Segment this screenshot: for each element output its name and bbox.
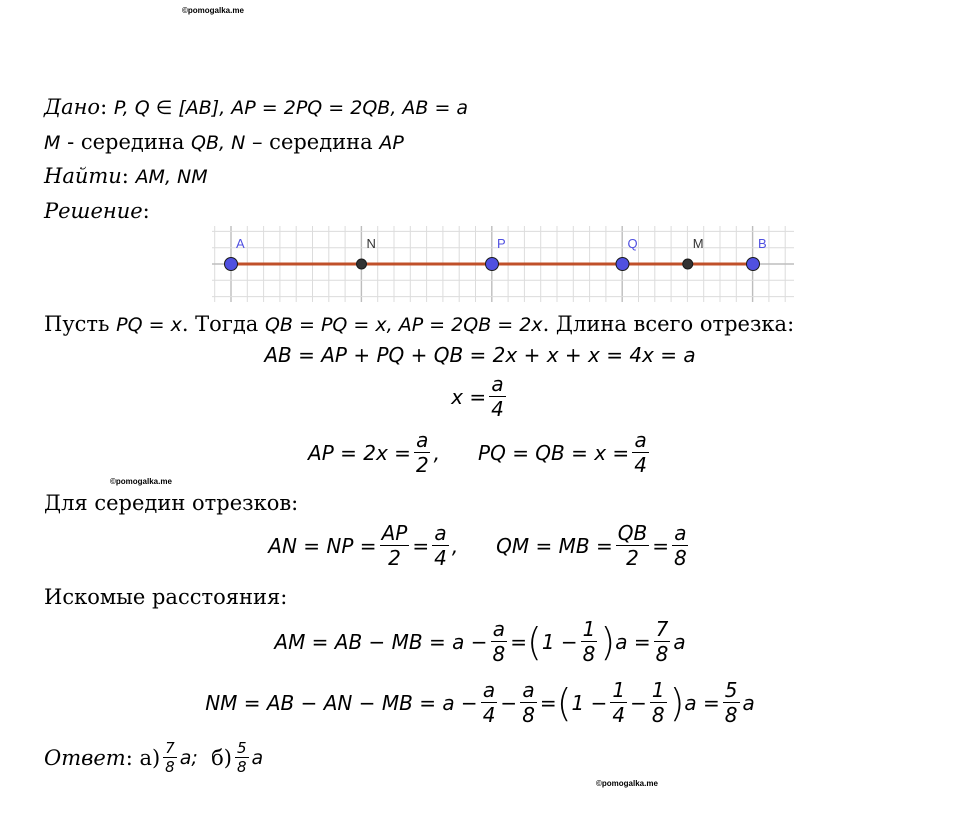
numerator: a [434,521,447,545]
text-fragment: – середина [245,130,380,154]
text-fragment: - середина [60,130,192,154]
answer-label: Ответ [44,745,126,770]
segment-qb: QB [191,132,220,154]
numerator: a [674,521,687,545]
numerator: 5 [236,739,247,757]
fraction [581,618,598,665]
point-label-n: N [366,236,376,251]
lhs: NM = AB − AN − MB = a − [205,690,478,715]
point-label-a: A [236,236,245,251]
equation-6 [205,679,755,726]
denominator: 8 [724,703,738,727]
fraction [672,522,689,569]
denominator: 8 [673,546,687,570]
given-text: P, Q ∈ [AB], AP = 2PQ = 2QB, AB = a [113,97,469,119]
text-fragment: . Длина всего отрезка: [542,312,795,336]
denominator: 8 [492,642,506,666]
numerator: a [634,428,647,452]
term: a = [684,690,720,715]
equals-sign: = [510,629,527,654]
fraction [616,522,649,569]
numerator: 1 [582,617,596,641]
solution-label: Решение [44,199,143,223]
find-line: Найти: AM, NM [44,164,208,188]
watermark: ©pomogalka.me [182,6,244,15]
denominator: 2 [388,546,401,570]
numerator: QB [617,521,648,545]
equals-sign: = [652,533,669,558]
term: a [742,690,755,715]
lhs: PQ = QB = x = [478,440,630,465]
numerator: AP [381,521,408,545]
term: 1 − [541,629,578,654]
denominator: 2 [415,453,429,477]
denominator: 8 [236,758,247,776]
numerator: 7 [655,617,669,641]
fraction [610,679,627,726]
point-a [225,258,238,271]
fraction [380,522,410,569]
numerator: a [491,372,504,396]
watermark: ©pomogalka.me [596,779,658,788]
segment-ap: AP [379,132,404,154]
fraction [481,679,498,726]
watermark: ©pomogalka.me [110,477,172,486]
given-line: Дано: P, Q ∈ [AB], AP = 2PQ = 2QB, AB = a [44,95,469,119]
math-fragment: QB = PQ = x, AP = 2QB = 2x [264,314,543,336]
numerator: a [522,678,535,702]
denominator: 4 [612,703,626,727]
denominator: 4 [491,397,504,421]
equals-sign: = [539,690,557,715]
denominator: 2 [626,546,639,570]
point-n-symbol: , N [219,132,246,154]
equation-4-row [0,522,960,569]
lhs: x = [451,384,487,409]
denominator: 4 [634,453,647,477]
equation-4 [268,522,691,569]
point-n [357,259,367,269]
point-label-m: M [692,236,704,251]
fraction [650,679,667,726]
equation-6-row [0,679,960,726]
paren-open: ( [556,680,572,725]
minus-sign: − [500,690,518,715]
point-b [747,258,760,271]
equals-sign: = [412,533,430,558]
separator: , [451,533,459,558]
numerator: a [492,617,505,641]
lhs: AN = NP = [268,533,377,558]
point-q [616,258,629,271]
equation-2 [451,373,509,420]
denominator: 4 [482,703,496,727]
point-label-b: B [758,236,767,251]
fraction [414,429,431,476]
lhs: QM = MB = [496,533,613,558]
term: a; [179,746,198,769]
numerator: a [482,678,496,702]
fraction [520,679,537,726]
term: a = [615,629,651,654]
term: a [673,629,686,654]
fraction [163,740,177,775]
paren-close: ) [600,619,616,664]
find-label: Найти [44,164,122,188]
numerator: 7 [165,739,175,757]
equation-5-row [0,618,960,665]
fraction [489,373,506,420]
answer-part-b: б) [211,745,232,770]
fraction [723,679,740,726]
midpoints-label: Для середин отрезков: [44,491,299,515]
equation-1: AB = AP + PQ + QB = 2x + x + x = 4x = a [264,343,696,367]
given-line-2 [44,129,404,156]
paren-open: ( [527,619,542,664]
paren-close: ) [669,680,685,725]
equation-3 [308,429,652,476]
equation-2-row [0,373,960,420]
equation-1-row [0,343,960,367]
numerator: 5 [724,678,738,702]
point-label-p: P [497,236,506,251]
term: 1 − [571,690,608,715]
segment-diagram [212,226,794,302]
text-fragment: . Тогда [181,312,265,336]
denominator: 8 [165,758,175,776]
find-text: AM, NM [135,166,208,188]
numerator: 1 [651,678,665,702]
given-label: Дано [44,95,101,119]
point-p [486,258,499,271]
fraction [632,429,649,476]
fraction [432,522,449,569]
fraction [235,740,249,775]
distances-label: Искомые расстояния: [44,585,288,609]
lhs: AM = AB − MB = a − [274,629,488,654]
denominator: 4 [434,546,447,570]
separator: , [433,440,441,465]
solution-line: Решение: [44,199,150,223]
equation-3-row [0,429,960,476]
lhs: AP = 2x = [308,440,411,465]
denominator: 8 [582,642,596,666]
numerator: a [416,428,429,452]
answer-part-a: : а) [125,745,161,770]
point-label-q: Q [627,236,638,251]
intro-line [44,311,794,338]
numerator: 1 [612,678,626,702]
fraction [491,618,508,665]
minus-sign: − [630,690,647,715]
answer-line [44,740,263,775]
text-fragment: Пусть [44,312,117,336]
denominator: 8 [651,703,665,727]
term: a [251,746,264,769]
point-m-symbol: M [44,132,61,154]
fraction [654,618,671,665]
denominator: 8 [655,642,669,666]
equation-5 [274,618,685,665]
math-fragment: PQ = x [116,314,182,336]
point-m [683,259,693,269]
denominator: 8 [522,703,535,727]
